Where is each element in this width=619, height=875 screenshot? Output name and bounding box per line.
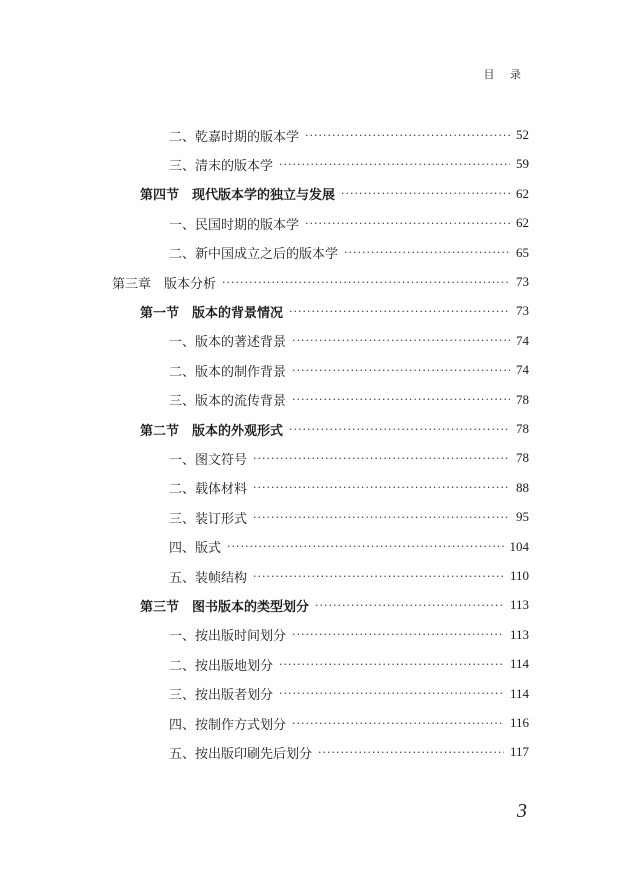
toc-entry-page: 95 bbox=[516, 509, 529, 525]
dot-leader bbox=[305, 129, 510, 142]
dot-leader bbox=[305, 217, 510, 230]
toc-entry-title: 四、版式 bbox=[169, 541, 222, 557]
toc-entry-title: 二、按出版地划分 bbox=[169, 658, 274, 674]
toc-entry-title: 三、清末的版本学 bbox=[169, 158, 274, 174]
toc-entry-item[interactable] bbox=[169, 242, 529, 264]
dot-leader bbox=[289, 423, 510, 436]
dot-leader bbox=[341, 187, 510, 200]
dot-leader bbox=[292, 393, 510, 406]
toc-entry-section[interactable] bbox=[140, 300, 529, 322]
toc-entry-title: 第二节 版本的外观形式 bbox=[140, 423, 284, 439]
dot-leader bbox=[318, 746, 504, 759]
toc-entry-item[interactable] bbox=[169, 741, 529, 763]
toc-entry-item[interactable] bbox=[169, 153, 529, 175]
dot-leader bbox=[279, 687, 504, 700]
toc-entry-page: 52 bbox=[516, 127, 529, 142]
toc-entry-item[interactable] bbox=[169, 712, 529, 734]
toc-entry-page: 88 bbox=[516, 479, 529, 495]
toc-entry-section[interactable] bbox=[140, 418, 529, 440]
dot-leader bbox=[253, 511, 510, 524]
dot-leader bbox=[253, 481, 510, 494]
toc-entry-page: 114 bbox=[509, 656, 529, 672]
toc-entry-page: 78 bbox=[516, 391, 529, 407]
toc-entry-section[interactable] bbox=[140, 594, 529, 616]
toc-entry-title: 二、载体材料 bbox=[169, 482, 248, 498]
toc-entry-page: 65 bbox=[516, 244, 529, 260]
toc-entry-item[interactable] bbox=[169, 536, 529, 558]
toc-entry-page: 62 bbox=[516, 185, 529, 201]
dot-leader bbox=[292, 334, 510, 347]
toc-entry-item[interactable] bbox=[169, 624, 529, 646]
toc-entry-item[interactable] bbox=[169, 506, 529, 528]
toc-entry-title: 三、装订形式 bbox=[169, 511, 248, 527]
toc-entry-title: 第一节 版本的背景情况 bbox=[140, 305, 284, 321]
toc-entry-page: 116 bbox=[509, 715, 529, 730]
toc-entry-page: 74 bbox=[516, 362, 529, 378]
dot-leader bbox=[279, 658, 504, 671]
toc-entry-item[interactable] bbox=[169, 330, 529, 352]
toc-entry-page: 113 bbox=[509, 597, 529, 613]
dot-leader bbox=[253, 570, 504, 583]
toc-entry-section[interactable] bbox=[140, 183, 529, 205]
toc-entry-title: 二、新中国成立之后的版本学 bbox=[169, 247, 339, 263]
toc-entry-title: 一、版本的著述背景 bbox=[169, 335, 287, 351]
toc-entry-page: 110 bbox=[509, 568, 529, 583]
dot-leader bbox=[292, 628, 504, 641]
toc-entry-page: 59 bbox=[516, 156, 529, 172]
toc-entry-title: 二、乾嘉时期的版本学 bbox=[169, 129, 300, 145]
toc-entry-chapter[interactable] bbox=[112, 271, 529, 293]
dot-leader bbox=[292, 364, 510, 377]
toc-entry-title: 五、按出版印刷先后划分 bbox=[169, 746, 313, 762]
toc-entry-title: 三、按出版者划分 bbox=[169, 688, 274, 704]
toc-entry-page: 62 bbox=[516, 215, 529, 231]
dot-leader bbox=[227, 540, 503, 553]
toc-entry-page: 104 bbox=[509, 538, 529, 554]
toc-entry-title: 四、按制作方式划分 bbox=[169, 717, 287, 733]
toc-entry-title: 一、按出版时间划分 bbox=[169, 629, 287, 645]
toc-entry-item[interactable] bbox=[169, 565, 529, 587]
toc-entry-page: 78 bbox=[516, 421, 529, 436]
toc-entry-item[interactable] bbox=[169, 447, 529, 469]
toc-entry-item[interactable] bbox=[169, 653, 529, 675]
toc-entry-page: 74 bbox=[516, 332, 529, 348]
toc-entry-title: 一、图文符号 bbox=[169, 452, 248, 468]
dot-leader bbox=[253, 452, 510, 465]
dot-leader bbox=[315, 599, 504, 612]
dot-leader bbox=[292, 717, 504, 730]
toc-entry-page: 78 bbox=[516, 450, 529, 466]
toc-entry-page: 113 bbox=[509, 626, 529, 642]
toc-entry-title: 二、版本的制作背景 bbox=[169, 364, 287, 380]
toc-entry-title: 三、版本的流传背景 bbox=[169, 394, 287, 410]
toc-entry-item[interactable] bbox=[169, 683, 529, 705]
toc-entry-title: 一、民国时期的版本学 bbox=[169, 217, 300, 233]
toc-entry-title: 第四节 现代版本学的独立与发展 bbox=[140, 188, 336, 204]
toc-entry-page: 73 bbox=[516, 303, 529, 319]
page-number: 3 bbox=[517, 800, 527, 822]
running-header: 目 录 bbox=[483, 68, 527, 81]
dot-leader bbox=[222, 276, 510, 289]
toc-entry-page: 117 bbox=[509, 744, 529, 760]
toc-entry-item[interactable] bbox=[169, 359, 529, 381]
toc-entry-title: 第三章 版本分析 bbox=[112, 276, 217, 292]
toc-entry-item[interactable] bbox=[169, 477, 529, 499]
dot-leader bbox=[344, 246, 510, 259]
dot-leader bbox=[279, 158, 510, 171]
toc-entry-title: 五、装帧结构 bbox=[169, 570, 248, 586]
toc-entry-item[interactable] bbox=[169, 389, 529, 411]
toc-entry-item[interactable] bbox=[169, 212, 529, 234]
toc-entry-title: 第三节 图书版本的类型划分 bbox=[140, 599, 310, 615]
toc-entry-item[interactable] bbox=[169, 124, 529, 146]
toc-entry-page: 73 bbox=[516, 274, 529, 289]
toc-entry-page: 114 bbox=[509, 685, 529, 701]
dot-leader bbox=[289, 305, 510, 318]
